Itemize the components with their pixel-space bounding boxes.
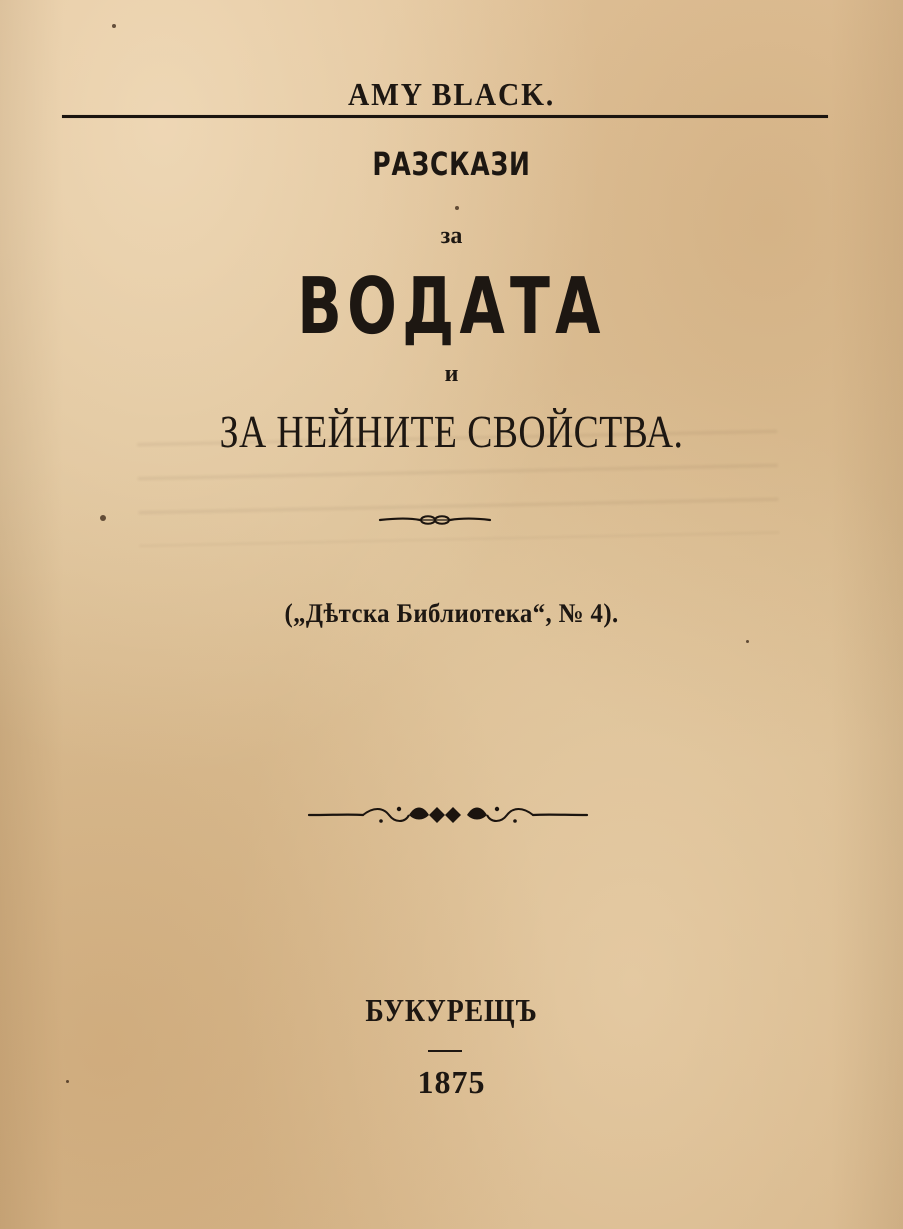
paper-speck <box>746 640 749 643</box>
rule-ornament <box>378 510 492 530</box>
paper-speck <box>100 515 106 521</box>
title-connector-top: за <box>440 223 463 249</box>
series-info: („Дѣтска Библиотека“, № 4). <box>284 598 619 628</box>
title-connector-middle: и <box>444 361 459 387</box>
floral-ornament-icon <box>307 797 589 833</box>
author-name: AMY BLACK. <box>347 76 556 112</box>
subtitle: ЗА НЕЙНИТЕ СВОЙСТВА. <box>219 406 684 457</box>
publication-year: 1875 <box>417 1064 486 1100</box>
paper-speck <box>112 24 116 28</box>
imprint-rule <box>428 1050 462 1052</box>
paper-speck <box>455 206 459 210</box>
title-prefix: РАЗСКАЗИ <box>372 145 531 183</box>
main-title: ВОДАТА <box>297 262 606 352</box>
floral-ornament <box>307 797 589 833</box>
header-rule <box>62 115 828 118</box>
publication-place: БУКУРЕЩЪ <box>365 992 538 1028</box>
rule-ornament-icon <box>378 510 492 530</box>
